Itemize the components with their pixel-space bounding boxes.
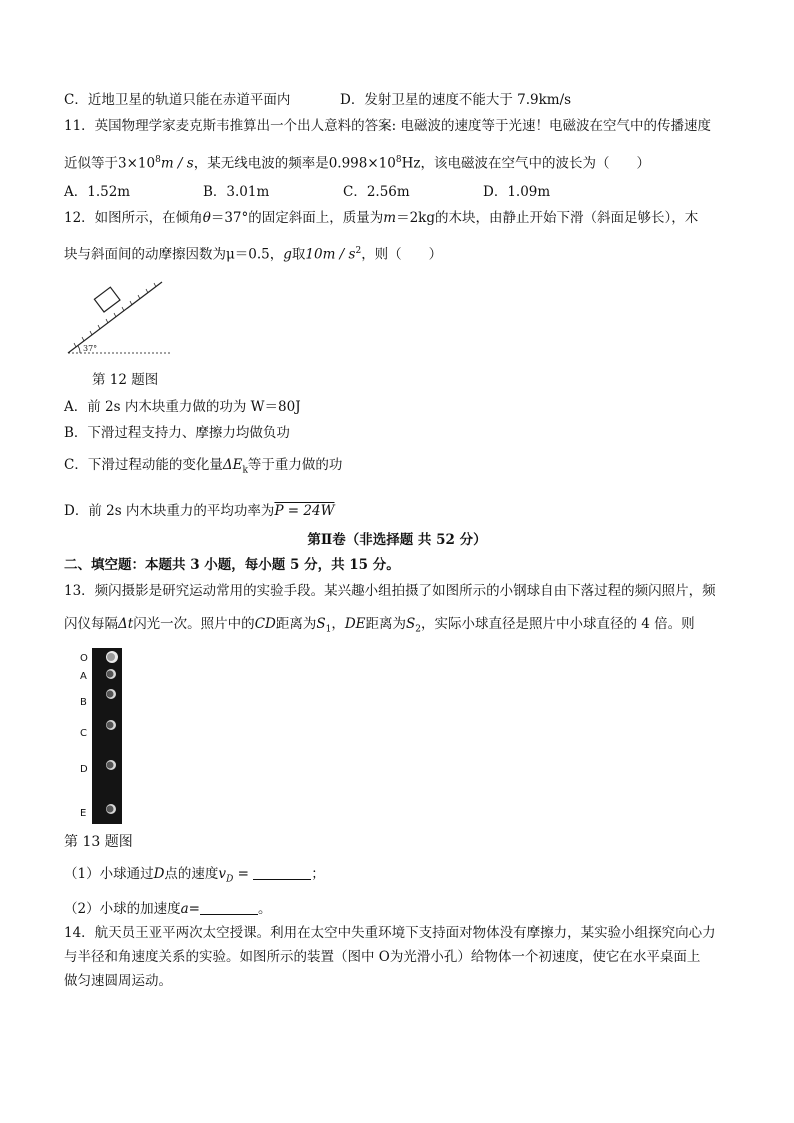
q14-stem-line1: 14．航天员王亚平两次太空授课。利用在太空中失重环境下支持面对物体没有摩擦力，某实验小组探究向心力	[64, 925, 716, 941]
q11-option-b: B．3.01m	[203, 184, 270, 200]
q11-option-c: C．2.56m	[343, 184, 410, 200]
label-e: E	[80, 808, 87, 819]
ball-b	[106, 689, 116, 699]
q12-stem-line2: 块与斜面间的动摩擦因数为μ＝0.5，g取$10m / s^2$，则（ ）	[64, 246, 443, 263]
ball-e	[106, 804, 116, 814]
ball-o	[106, 651, 118, 663]
angle-arc	[78, 346, 80, 353]
q13-figure-caption: 第 13 题图	[64, 834, 133, 850]
label-b: B	[80, 697, 87, 708]
q12-option-a: A．前 2s 内木块重力做的功为 W＝80J	[64, 399, 301, 415]
label-o: O	[80, 653, 88, 664]
ball-a	[106, 669, 116, 679]
incline-figure	[64, 276, 176, 358]
section-heading: 二、填空题：本题共 3 小题，每小题 5 分，共 15 分。	[64, 557, 400, 573]
q13-stem-line1: 13．频闪摄影是研究运动常用的实验手段。某兴趣小组拍摄了如图所示的小钢球自由下落过程的频闪照片，频	[64, 583, 716, 599]
q12-option-d: D．前 2s 内木块重力的平均功率为P = 24W	[64, 503, 335, 519]
q13-sub2: （2）小球的加速度a= 。	[64, 901, 272, 917]
q12-option-b: B．下滑过程支持力、摩擦力均做负功	[64, 425, 290, 441]
q14-stem-line2: 与半径和角速度关系的实验。如图所示的装置（图中 O为光滑小孔）给物体一个初速度，使它在水平桌面上	[64, 949, 701, 965]
q11-stem-line1: 11．英国物理学家麦克斯韦推算出一个出人意料的答案: 电磁波的速度等于光速！电磁波在空气中的传播速度	[64, 118, 712, 134]
label-c: C	[80, 728, 87, 739]
wooden-block	[94, 287, 120, 312]
label-a: A	[80, 671, 87, 682]
q11-stem-line2: 近似等于$3\times 10^8m / s$，某无线电波的频率是$0.998\times 10^8Hz$，该电磁波在空气中的波长为（ ）	[64, 155, 650, 172]
ball-d	[106, 760, 116, 770]
answer-blank-a[interactable]	[200, 900, 258, 915]
angle-label: 37°	[83, 344, 98, 353]
q11-option-a: A．1.52m	[64, 184, 131, 200]
strobe-photo-figure	[78, 648, 126, 824]
label-d: D	[80, 764, 88, 775]
section-title: 第Ⅱ卷（非选择题 共 52 分）	[307, 532, 487, 548]
q10-option-c: C．近地卫星的轨道只能在赤道平面内	[64, 92, 291, 108]
answer-blank-vd[interactable]	[253, 865, 311, 880]
q12-stem-line1: 12．如图所示，在倾角θ＝37°的固定斜面上，质量为m＝2kg的木块，由静止开始下滑（斜面足够长），木	[64, 210, 699, 226]
q13-stem-line2: 闪仪每隔Δt闪光一次。照片中的CD距离为$S_1$，DE距离为$S_2$，实际小球直径是照片中小球直径的 4 倍。则	[64, 616, 695, 635]
ball-c	[106, 720, 116, 730]
q12-figure-caption: 第 12 题图	[92, 372, 159, 388]
q14-stem-line3: 做匀速圆周运动。	[64, 973, 172, 989]
q12-option-c: C．下滑过程动能的变化量$\Delta E_k$等于重力做的功	[64, 457, 343, 476]
q11-option-d: D．1.09m	[483, 184, 551, 200]
q10-option-d: D．发射卫星的速度不能大于 7.9km/s	[340, 92, 572, 108]
q13-sub1: （1）小球通过D点的速度$v_D$ = ；	[64, 866, 325, 885]
